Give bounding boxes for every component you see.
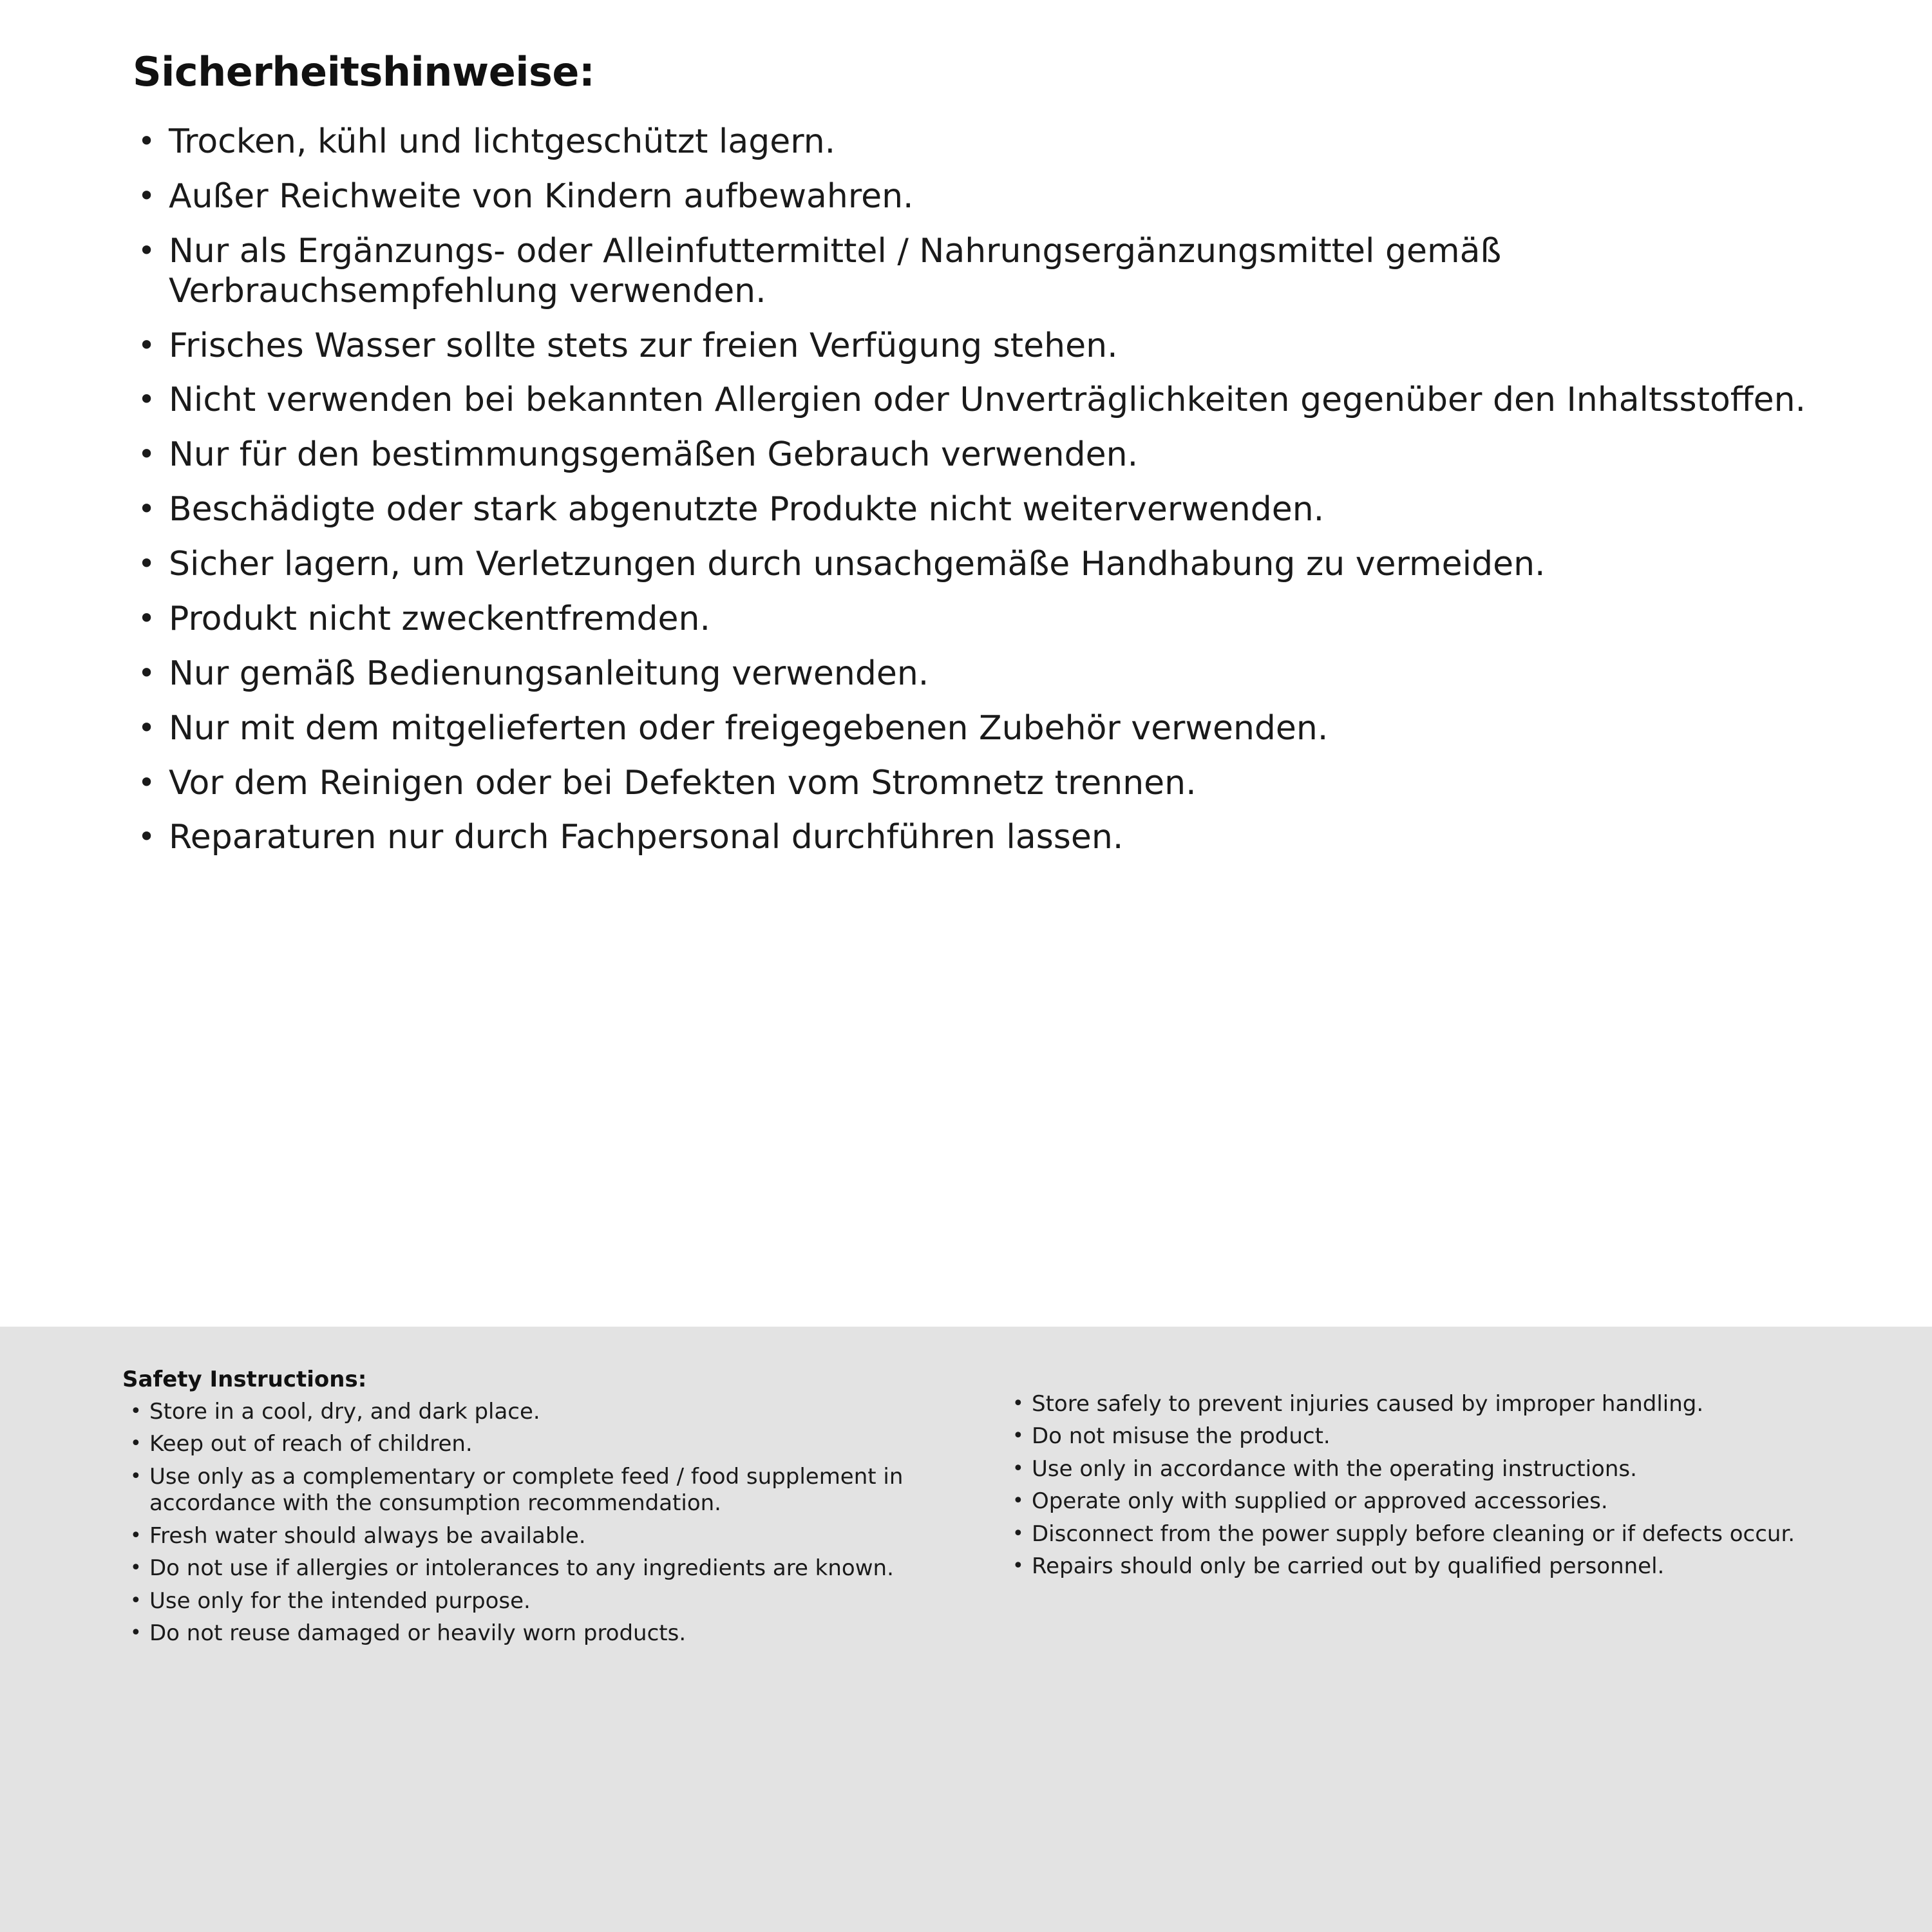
- german-safety-list: [129, 122, 1835, 858]
- list-item: [1005, 1521, 1835, 1548]
- bullet-icon: •: [130, 1524, 142, 1547]
- german-safety-section: [0, 0, 1932, 858]
- list-item: [1005, 1553, 1835, 1580]
- list-item-text: Reparaturen nur durch Fachpersonal durchführen lassen.: [169, 818, 1124, 857]
- list-item: [122, 1464, 953, 1517]
- bullet-icon: •: [138, 655, 156, 690]
- list-item: [129, 122, 1835, 162]
- bullet-icon: •: [138, 327, 156, 363]
- bullet-icon: •: [138, 764, 156, 800]
- list-item: [129, 490, 1835, 530]
- bullet-icon: •: [130, 1589, 142, 1612]
- list-item: [129, 177, 1835, 217]
- bullet-icon: •: [138, 600, 156, 636]
- list-item-text: Do not use if allergies or intolerances to any ingredients are known.: [149, 1555, 894, 1582]
- list-item: [129, 818, 1835, 858]
- bullet-icon: •: [1012, 1457, 1024, 1480]
- list-item-text: Sicher lagern, um Verletzungen durch unsachgemäße Handhabung zu vermeiden.: [169, 545, 1546, 583]
- list-item: [122, 1523, 953, 1549]
- bullet-icon: •: [1012, 1522, 1024, 1545]
- english-column-left: [122, 1367, 953, 1653]
- list-item-text: Operate only with supplied or approved accessories.: [1032, 1488, 1608, 1515]
- list-item-text: Do not reuse damaged or heavily worn products.: [149, 1620, 687, 1647]
- list-item-text: Nur mit dem mitgelieferten oder freigegebenen Zubehör verwenden.: [169, 708, 1329, 748]
- list-item: [129, 381, 1835, 421]
- list-item: [122, 1588, 953, 1615]
- list-item: [1005, 1391, 1835, 1417]
- list-item: [129, 545, 1835, 585]
- list-item: [129, 764, 1835, 804]
- list-item-text: Use only in accordance with the operating instructions.: [1032, 1455, 1637, 1482]
- list-item-text: Beschädigte oder stark abgenutzte Produkte nicht weiterverwenden.: [169, 490, 1325, 529]
- list-item-text: Fresh water should always be available.: [149, 1522, 586, 1549]
- bullet-icon: •: [1012, 1425, 1024, 1448]
- german-section-title: Sicherheitshinweise:: [133, 48, 595, 95]
- list-item-text: Store in a cool, dry, and dark place.: [149, 1399, 540, 1425]
- english-section-title: Safety Instructions:: [122, 1367, 367, 1392]
- list-item-text: Use only as a complementary or complete feed / food supplement in accordance with the consumption recommendation.: [149, 1463, 904, 1517]
- english-safety-panel: [0, 1327, 1932, 1932]
- list-item: [1005, 1488, 1835, 1515]
- bullet-icon: •: [138, 382, 156, 417]
- bullet-icon: •: [1012, 1392, 1024, 1415]
- bullet-icon: •: [1012, 1490, 1024, 1513]
- bullet-icon: •: [138, 546, 156, 581]
- bullet-icon: •: [138, 819, 156, 855]
- bullet-icon: •: [138, 124, 156, 158]
- english-safety-list-left: [122, 1399, 953, 1647]
- list-item-text: Nur für den bestimmungsgemäßen Gebrauch verwenden.: [169, 435, 1139, 475]
- bullet-icon: •: [130, 1557, 142, 1580]
- bullet-icon: •: [138, 232, 156, 268]
- list-item: [129, 709, 1835, 749]
- list-item: [1005, 1456, 1835, 1482]
- english-columns: [122, 1367, 1855, 1653]
- list-item-text: Außer Reichweite von Kindern aufbewahren.: [169, 176, 914, 216]
- english-safety-list-right: [1005, 1391, 1835, 1580]
- list-item: [129, 600, 1835, 639]
- list-item-text: Disconnect from the power supply before cleaning or if defects occur.: [1032, 1520, 1795, 1547]
- list-item: [1005, 1423, 1835, 1450]
- list-item: [129, 654, 1835, 694]
- list-item-text: Do not misuse the product.: [1032, 1423, 1331, 1450]
- list-item: [129, 435, 1835, 475]
- bullet-icon: •: [138, 437, 156, 472]
- list-item: [122, 1555, 953, 1582]
- list-item: [122, 1399, 953, 1425]
- list-item-text: Keep out of reach of children.: [149, 1431, 473, 1457]
- bullet-icon: •: [138, 710, 156, 745]
- list-item-text: Nicht verwenden bei bekannten Allergien oder Unverträglichkeiten gegenüber den Inhaltsstoffen.: [169, 381, 1806, 420]
- bullet-icon: •: [130, 1622, 142, 1645]
- list-item-text: Nur gemäß Bedienungsanleitung verwenden.: [169, 654, 929, 693]
- list-item-text: Vor dem Reinigen oder bei Defekten vom Stromnetz trennen.: [169, 763, 1197, 802]
- list-item: [122, 1431, 953, 1457]
- list-item: [129, 327, 1835, 366]
- list-item-text: Produkt nicht zweckentfremden.: [169, 599, 711, 638]
- bullet-icon: •: [130, 1464, 142, 1488]
- list-item-text: Store safely to prevent injuries caused by improper handling.: [1032, 1391, 1704, 1417]
- list-item: [122, 1620, 953, 1647]
- bullet-icon: •: [130, 1400, 142, 1423]
- list-item-text: Trocken, kühl und lichtgeschützt lagern.: [169, 122, 836, 161]
- bullet-icon: •: [1012, 1555, 1024, 1578]
- list-item-text: Frisches Wasser sollte stets zur freien Verfügung stehen.: [169, 326, 1118, 365]
- list-item: [129, 232, 1835, 312]
- list-item-text: Use only for the intended purpose.: [149, 1587, 531, 1614]
- bullet-icon: •: [138, 491, 156, 527]
- list-item-text: Repairs should only be carried out by qualified personnel.: [1032, 1553, 1665, 1580]
- english-column-right: [1005, 1367, 1835, 1586]
- list-item-text: Nur als Ergänzungs- oder Alleinfuttermittel / Nahrungsergänzungsmittel gemäß Verbrauchsempfehlung verwenden.: [169, 231, 1502, 310]
- bullet-icon: •: [130, 1432, 142, 1455]
- bullet-icon: •: [138, 178, 156, 213]
